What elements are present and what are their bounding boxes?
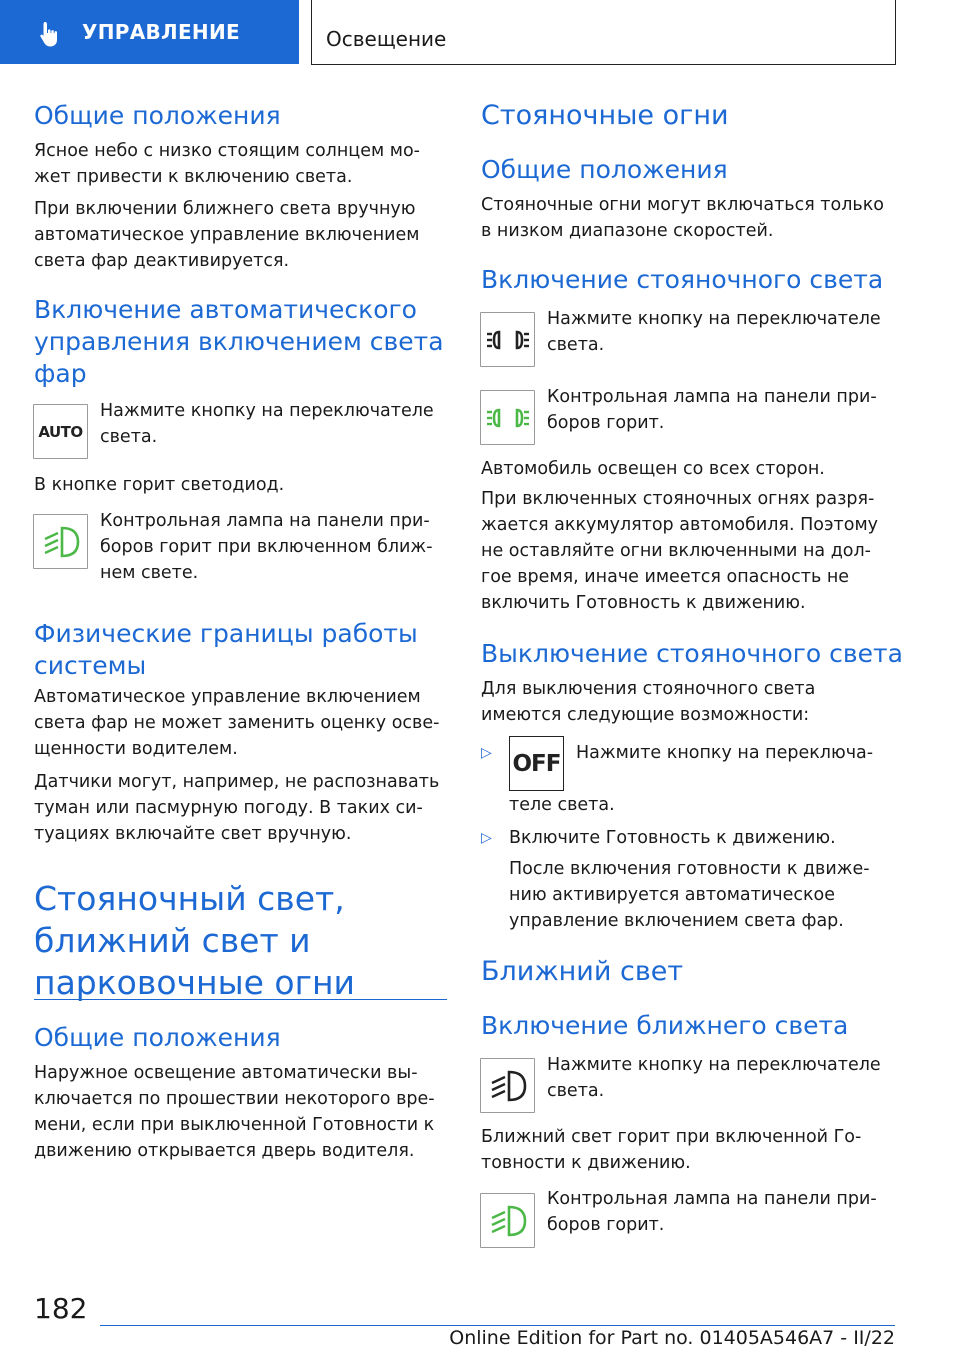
text-line: Для выключения стояночного света (481, 679, 816, 699)
low-beam-step (547, 1052, 881, 1104)
text-line: включить Готовность к движению. (481, 593, 806, 613)
footer-rule (100, 1325, 895, 1326)
text-line: туациях включайте свет вручную. (34, 824, 352, 844)
heading-parking-lights: Стояночные огни (481, 100, 729, 131)
general-2-para-1 (34, 1060, 435, 1164)
heading-low-beam-on: Включение ближнего света (481, 1011, 849, 1040)
led-text: В кнопке горит светодиод. (34, 475, 285, 495)
bullet-1-line-1: Нажмите кнопку на переключа- (576, 743, 874, 763)
heading-line: Стояночный свет, (34, 879, 345, 918)
text-line: не оставляйте огни включенными на дол- (481, 541, 871, 561)
text-line: товности к движению. (481, 1153, 691, 1173)
hand-pointer-icon (34, 18, 66, 50)
text-line: света. (547, 1081, 605, 1101)
heading-general-1: Общие положения (34, 101, 281, 130)
text-line: Нажмите кнопку на переключателе (547, 1055, 881, 1075)
heading-low-beam: Ближний свет (481, 956, 684, 987)
auto-on-step (100, 398, 434, 450)
text-line: в низком диапазоне скоростей. (481, 221, 774, 241)
text-line: Наружное освещение автоматически вы- (34, 1063, 418, 1083)
heading-chapter-big (34, 878, 355, 1004)
text-line: После включения готовности к движе- (509, 859, 870, 879)
low-beam-lamp-text (547, 1186, 877, 1238)
bullet-1-line-2: теле света. (509, 795, 615, 815)
section-tab (0, 0, 299, 64)
text-line: Контрольная лампа на панели при- (100, 511, 430, 531)
text-line: жается аккумулятор автомобиля. Поэтому (481, 515, 879, 535)
section-label: УПРАВЛЕНИЕ (82, 20, 240, 44)
text-line: Нажмите кнопку на переключателе (100, 401, 434, 421)
text-line: туман или пасмурную погоду. В таких си- (34, 798, 423, 818)
parking-off-para-1 (481, 676, 815, 728)
auto-on-lamp-text (100, 508, 433, 586)
heading-line: Физические границы работы (34, 619, 418, 648)
heading-line: системы (34, 651, 147, 680)
page-number: 182 (34, 1292, 88, 1325)
text-line: нем свете. (100, 563, 199, 583)
text-line: боров горит. (547, 413, 665, 433)
bullet-marker: ▷ (481, 745, 492, 761)
text-line: жет привести к включению света. (34, 167, 353, 187)
text-line: ключается по прошествии некоторого вре- (34, 1089, 435, 1109)
chapter-label: Освещение (326, 27, 447, 51)
text-line: света. (100, 427, 158, 447)
heading-line: Включение автоматического (34, 295, 417, 324)
heading-parking-general: Общие положения (481, 155, 728, 184)
heading-line: парковочные огни (34, 963, 355, 1002)
text-line: Контрольная лампа на панели при- (547, 1189, 877, 1209)
text-line: управление включением света фар. (509, 911, 844, 931)
heading-line: управления включением света (34, 327, 444, 356)
parking-para-1 (481, 192, 884, 244)
heading-limits (34, 618, 418, 682)
bullet-marker: ▷ (481, 830, 492, 846)
auto-button-icon (33, 404, 88, 459)
parking-light-button-icon (480, 312, 535, 367)
heading-auto-on (34, 294, 444, 390)
limits-para-2 (34, 769, 439, 847)
text-line: Нажмите кнопку на переключателе (547, 309, 881, 329)
off-button-icon (509, 736, 564, 791)
text-line: света фар не может заменить оценку осве- (34, 713, 440, 733)
text-line: автоматическое управление включением (34, 225, 420, 245)
parking-light-indicator-icon (480, 390, 535, 445)
bullet-2-note (509, 856, 870, 934)
heading-general-2: Общие положения (34, 1023, 281, 1052)
text-line: Автоматическое управление включением (34, 687, 421, 707)
text-line: Стояночные огни могут включаться только (481, 195, 884, 215)
text-line: Датчики могут, например, не распознавать (34, 772, 440, 792)
low-beam-button-icon (480, 1058, 535, 1113)
chapter-tab (311, 0, 896, 65)
text-line: света. (547, 335, 605, 355)
text-line: Ясное небо с низко стоящим солнцем мо- (34, 141, 420, 161)
text-line: Контрольная лампа на панели при- (547, 387, 877, 407)
low-beam-para-1 (481, 1124, 861, 1176)
text-line: При включении ближнего света вручную (34, 199, 416, 219)
text-line: мени, если при выключенной Готовности к (34, 1115, 435, 1135)
general-1-para-2 (34, 196, 420, 274)
text-line: щенности водителем. (34, 739, 238, 759)
auto-button-label: AUTO (38, 422, 83, 441)
low-beam-indicator-icon (33, 514, 88, 569)
text-line: боров горит при включенном ближ- (100, 537, 433, 557)
text-line: света фар деактивируется. (34, 251, 290, 271)
text-line: движению открывается дверь водителя. (34, 1141, 415, 1161)
text-line: Ближний свет горит при включенной Го- (481, 1127, 862, 1147)
bullet-2-text: Включите Готовность к движению. (509, 828, 836, 848)
text-line: боров горит. (547, 1215, 665, 1235)
general-1-para-1 (34, 138, 420, 190)
low-beam-indicator-icon (480, 1193, 535, 1248)
parking-on-step (547, 306, 881, 358)
off-button-label: OFF (512, 750, 561, 777)
parking-on-lamp-text (547, 384, 877, 436)
text-line: При включенных стояночных огнях разря- (481, 489, 875, 509)
text-line: гое время, иначе имеется опасность не (481, 567, 850, 587)
parking-on-para-2 (481, 486, 878, 616)
heading-line: ближний свет и (34, 921, 311, 960)
text-line: нию активируется автоматическое (509, 885, 835, 905)
heading-parking-off: Выключение стояночного света (481, 639, 903, 668)
text-line: имеются следующие возможности: (481, 705, 810, 725)
heading-parking-on: Включение стояночного света (481, 265, 884, 294)
limits-para-1 (34, 684, 439, 762)
footer-edition: Online Edition for Part no. 01405A546A7 - II/22 (449, 1327, 895, 1349)
heading-line: фар (34, 359, 87, 388)
heading-rule (34, 999, 447, 1000)
parking-on-para-1: Автомобиль освещен со всех сторон. (481, 459, 825, 479)
